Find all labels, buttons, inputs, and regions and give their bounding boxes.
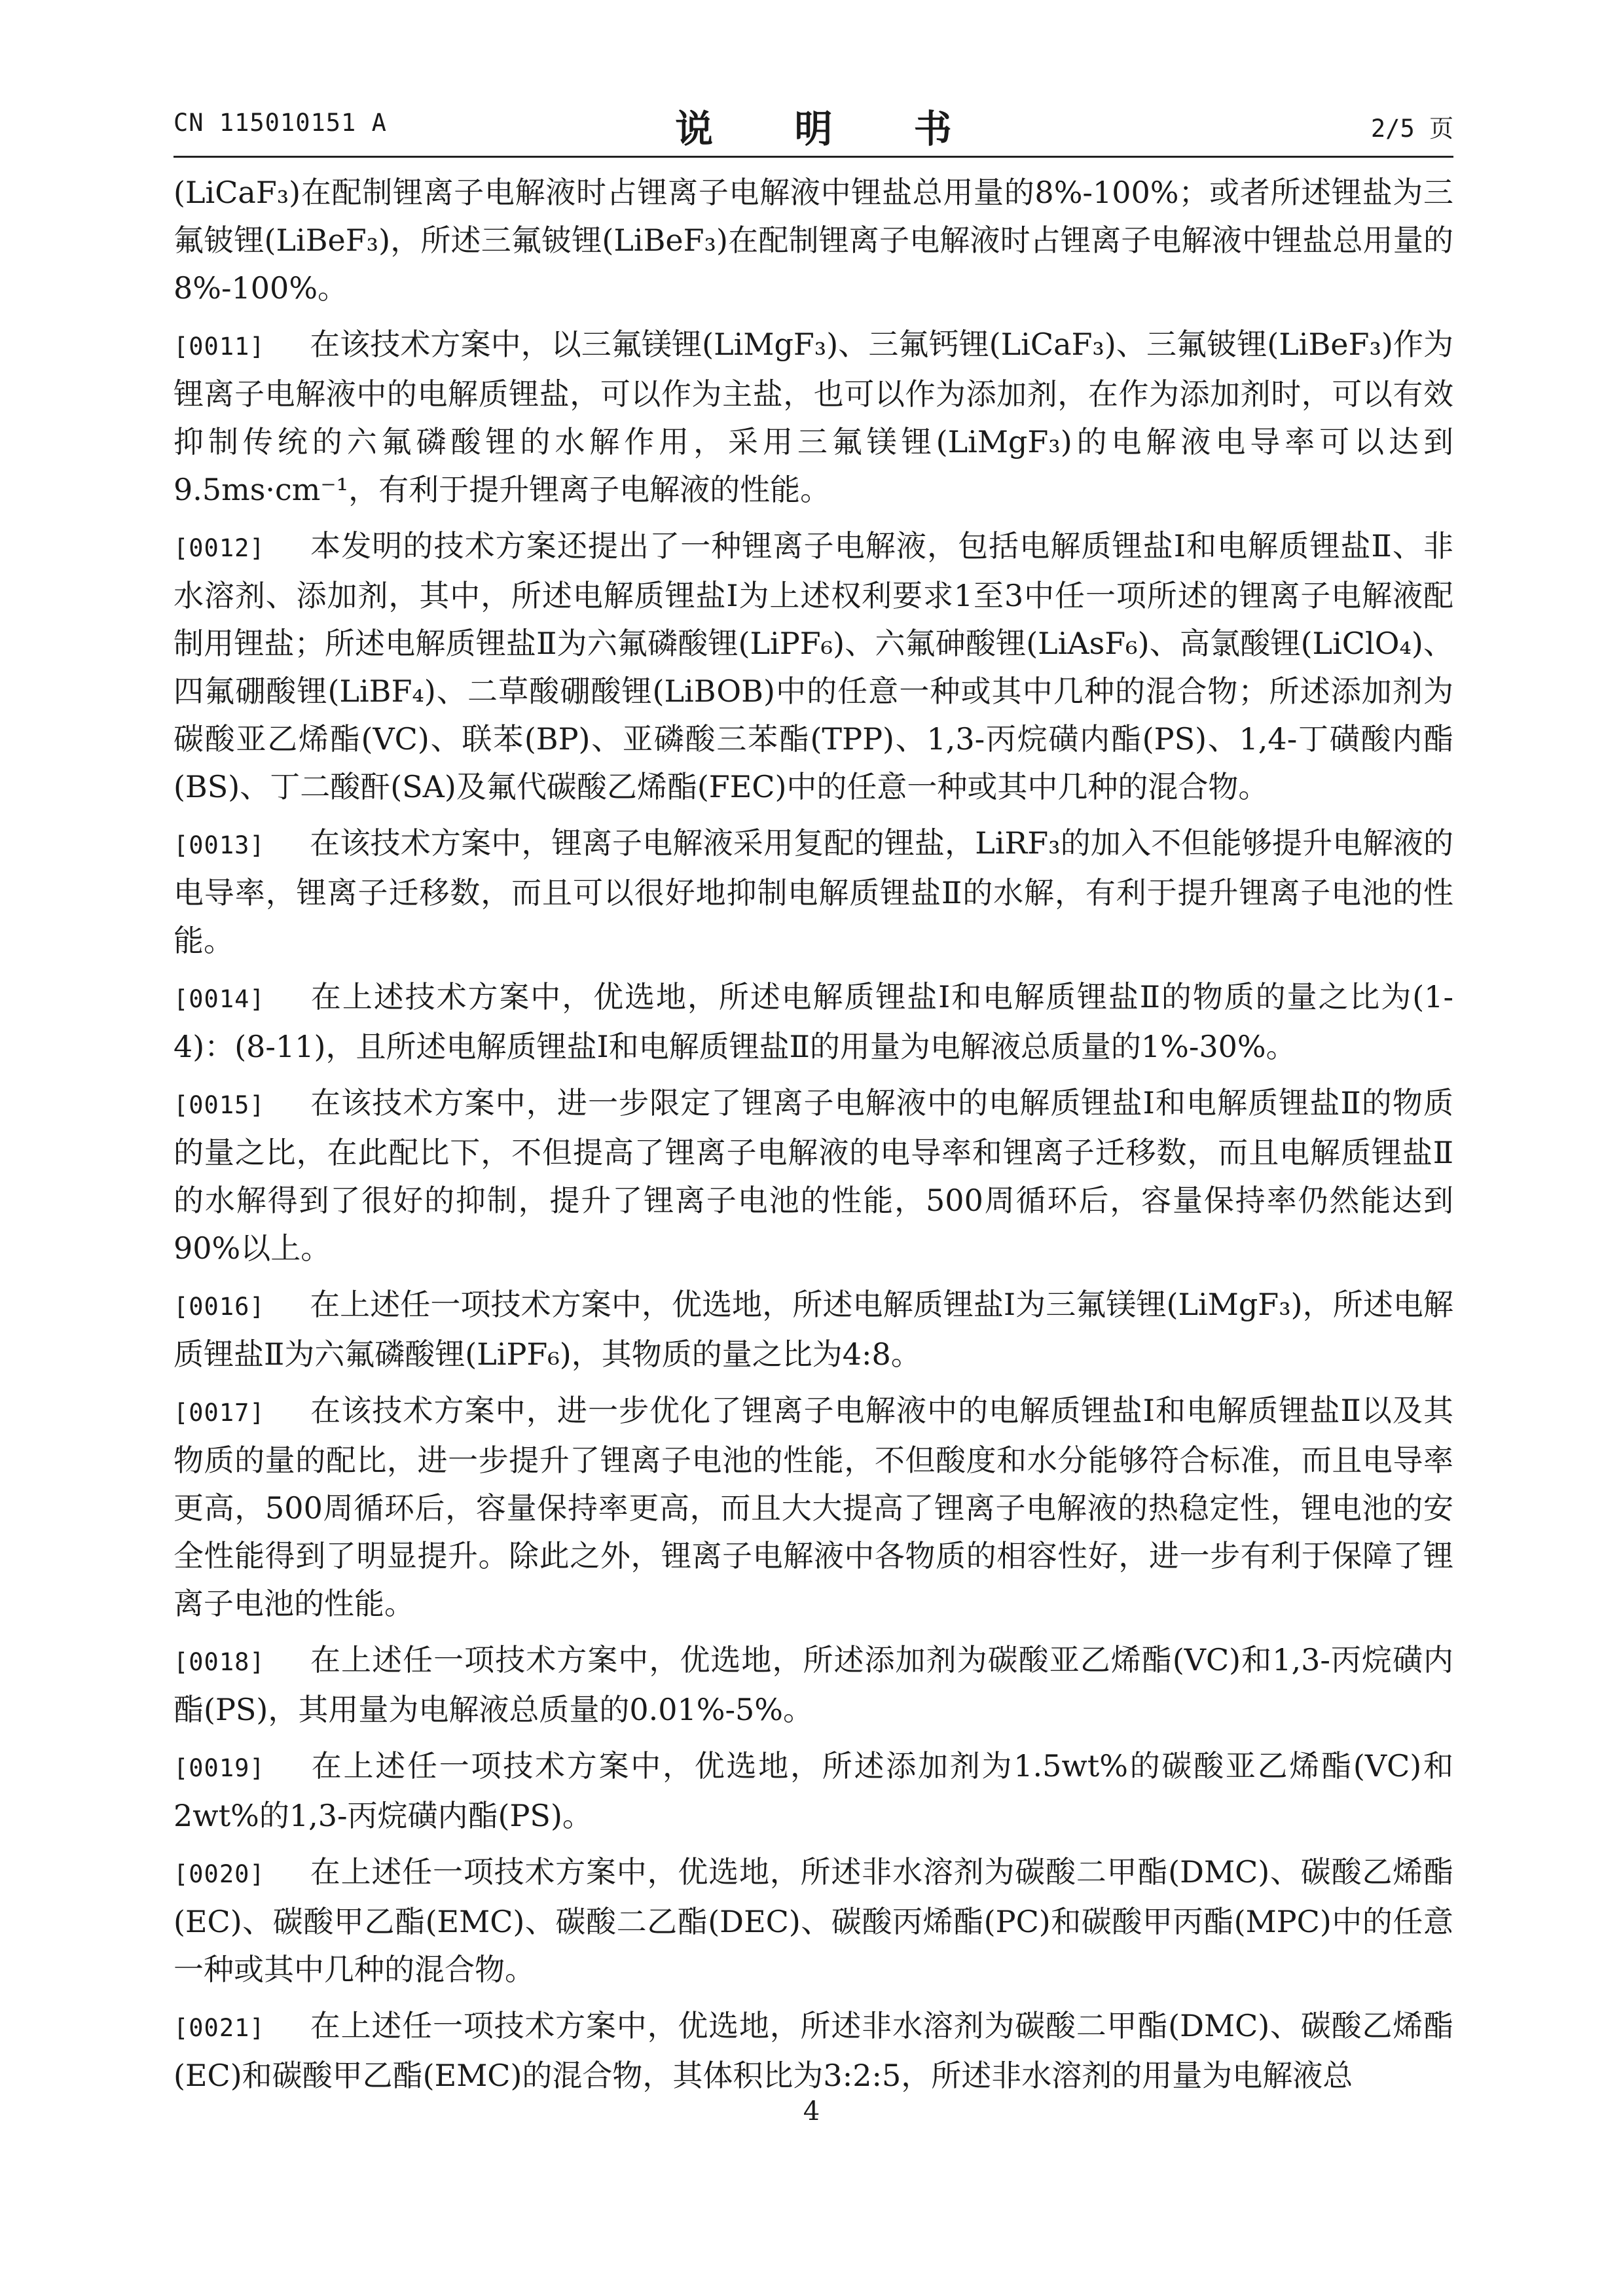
paragraph: [173, 1848, 1453, 1994]
page-indicator: 2/5 页: [1370, 115, 1453, 143]
paragraph: [173, 1387, 1453, 1628]
document-title: 说 明 书: [675, 107, 986, 151]
paragraph-text: 在该技术方案中，锂离子电解液采用复配的锂盐，LiRF₃的加入不但能够提升电解液的电导率，锂离子迁移数，而且可以很好地抑制电解质锂盐Ⅱ的水解，有利于提升锂离子电池的性能。: [173, 825, 1454, 958]
paragraph: [173, 973, 1453, 1071]
paragraph-number: [0015]: [173, 1091, 265, 1119]
header-divider: [173, 156, 1453, 158]
paragraph-text: 在上述技术方案中，优选地，所述电解质锂盐I和电解质锂盐Ⅱ的物质的量之比为(1-4)：(8-11)，且所述电解质锂盐I和电解质锂盐Ⅱ的用量为电解液总质量的1%-30%。: [173, 979, 1453, 1064]
page-number: 4: [803, 2096, 820, 2126]
document-body: [173, 169, 1453, 2108]
paragraph: [173, 522, 1453, 811]
paragraph: [173, 819, 1453, 965]
paragraph-number: [0013]: [173, 831, 265, 859]
paragraph-number: [0014]: [173, 985, 265, 1013]
paragraph-text: 在上述任一项技术方案中，优选地，所述添加剂为1.5wt%的碳酸亚乙烯酯(VC)和2wt%的1,3-丙烷磺内酯(PS)。: [173, 1748, 1453, 1833]
paragraph-text: 在上述任一项技术方案中，优选地，所述电解质锂盐I为三氟镁锂(LiMgF₃)，所述电解质锂盐Ⅱ为六氟磷酸锂(LiPF₆)，其物质的量之比为4:8。: [173, 1287, 1453, 1372]
paragraph: [173, 2002, 1453, 2100]
paragraph-continuation: [173, 169, 1453, 312]
paragraph-number: [0012]: [173, 534, 265, 562]
paragraph-text: (LiCaF₃)在配制锂离子电解液时占锂离子电解液中锂盐总用量的8%-100%；或者所述锂盐为三氟铍锂(LiBeF₃)，所述三氟铍锂(LiBeF₃)在配制锂离子电解液时占锂离子电解液中锂盐总用量的8%-100%。: [173, 175, 1453, 306]
paragraph-number: [0020]: [173, 1860, 265, 1888]
paragraph-number: [0016]: [173, 1293, 265, 1321]
paragraph-text: 在上述任一项技术方案中，优选地，所述添加剂为碳酸亚乙烯酯(VC)和1,3-丙烷磺内酯(PS)，其用量为电解液总质量的0.01%-5%。: [173, 1642, 1453, 1727]
paragraph-text: 在该技术方案中，以三氟镁锂(LiMgF₃)、三氟钙锂(LiCaF₃)、三氟铍锂(LiBeF₃)作为锂离子电解液中的电解质锂盐，可以作为主盐，也可以作为添加剂，在作为添加剂时，可以有效抑制传统的六氟磷酸锂的水解作用，采用三氟镁锂(LiMgF₃)的电解液电导率可以达到9.5ms·cm⁻¹，有利于提升锂离子电解液的性能。: [173, 327, 1453, 507]
paragraph-number: [0018]: [173, 1648, 265, 1676]
paragraph-text: 在上述任一项技术方案中，优选地，所述非水溶剂为碳酸二甲酯(DMC)、碳酸乙烯酯(EC)和碳酸甲乙酯(EMC)的混合物，其体积比为3:2:5，所述非水溶剂的用量为电解液总: [173, 2008, 1453, 2093]
paragraph-text: 在该技术方案中，进一步限定了锂离子电解液中的电解质锂盐I和电解质锂盐Ⅱ的物质的量之比，在此配比下，不但提高了锂离子电解液的电导率和锂离子迁移数，而且电解质锂盐Ⅱ的水解得到了很好的抑制，提升了锂离子电池的性能，500周循环后，容量保持率仍然能达到90%以上。: [173, 1085, 1453, 1266]
paragraph: [173, 321, 1453, 514]
paragraph: [173, 1281, 1453, 1378]
paragraph-text: 在上述任一项技术方案中，优选地，所述非水溶剂为碳酸二甲酯(DMC)、碳酸乙烯酯(EC)、碳酸甲乙酯(EMC)、碳酸二乙酯(DEC)、碳酸丙烯酯(PC)和碳酸甲丙酯(MPC)中的任意一种或其中几种的混合物。: [173, 1854, 1453, 1987]
patent-number: CN 115010151 A: [173, 109, 387, 137]
paragraph: [173, 1079, 1453, 1272]
paragraph: [173, 1742, 1453, 1840]
paragraph-text: 本发明的技术方案还提出了一种锂离子电解液，包括电解质锂盐I和电解质锂盐Ⅱ、非水溶剂、添加剂，其中，所述电解质锂盐I为上述权利要求1至3中任一项所述的锂离子电解液配制用锂盐；所述电解质锂盐Ⅱ为六氟磷酸锂(LiPF₆)、六氟砷酸锂(LiAsF₆)、高氯酸锂(LiClO₄)、四氟硼酸锂(LiBF₄)、二草酸硼酸锂(LiBOB)中的任意一种或其中几种的混合物；所述添加剂为碳酸亚乙烯酯(VC)、联苯(BP)、亚磷酸三苯酯(TPP)、1,3-丙烷磺内酯(PS)、1,4-丁磺酸内酯(BS)、丁二酸酐(SA)及氟代碳酸乙烯酯(FEC)中的任意一种或其中几种的混合物。: [173, 528, 1453, 804]
paragraph-number: [0017]: [173, 1399, 265, 1427]
paragraph-text: 在该技术方案中，进一步优化了锂离子电解液中的电解质锂盐I和电解质锂盐Ⅱ以及其物质的量的配比，进一步提升了锂离子电池的性能，不但酸度和水分能够符合标准，而且电导率更高，500周循环后，容量保持率更高，而且大大提高了锂离子电解液的热稳定性，锂电池的安全性能得到了明显提升。除此之外，锂离子电解液中各物质的相容性好，进一步有利于保障了锂离子电池的性能。: [173, 1393, 1453, 1621]
paragraph-number: [0011]: [173, 332, 265, 361]
paragraph-number: [0021]: [173, 2014, 265, 2042]
paragraph: [173, 1636, 1453, 1734]
page-header: [173, 98, 1453, 151]
paragraph-number: [0019]: [173, 1754, 265, 1782]
